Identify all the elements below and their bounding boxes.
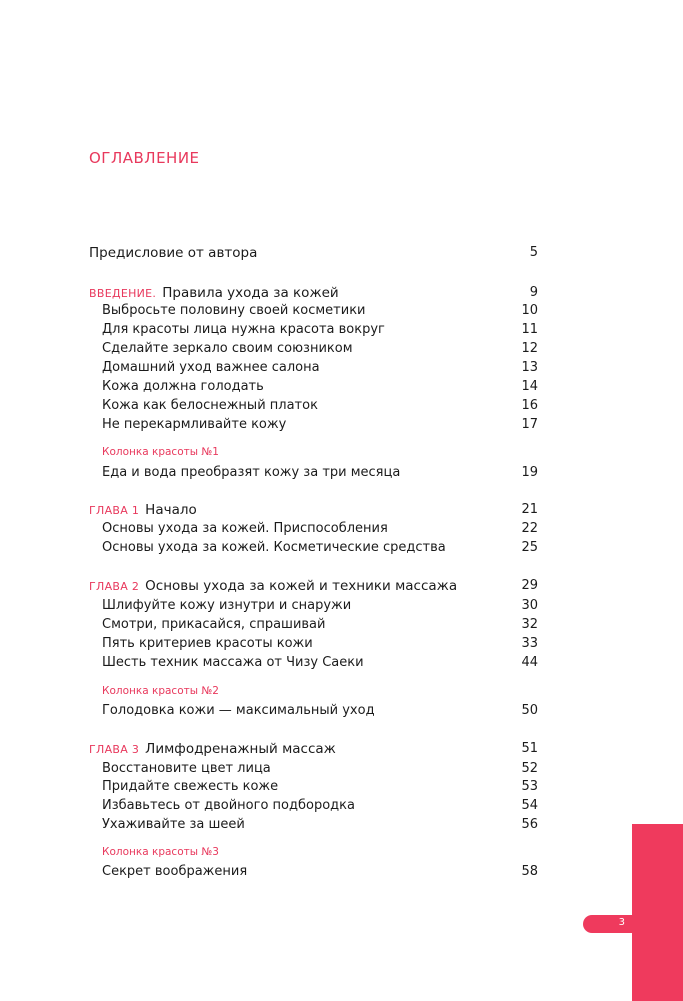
entry-title: Основы ухода за кожей. Приспособления: [102, 521, 388, 536]
toc-entry: [0, 341, 683, 361]
entry-title: Голодовка кожи — максимальный уход: [102, 703, 375, 718]
page-ref: 53: [521, 779, 538, 794]
toc-chapter-entry: [0, 578, 683, 598]
entry-title: Шесть техник массажа от Чизу Саеки: [102, 655, 364, 670]
toc-column-heading: [0, 685, 683, 705]
toc-entry: [0, 636, 683, 656]
entry-title: Восстановите цвет лица: [102, 761, 271, 776]
entry-title: Придайте свежесть коже: [102, 779, 279, 794]
toc-column-heading: [0, 846, 683, 866]
toc-chapter-entry: [0, 245, 683, 265]
toc-entry: [0, 598, 683, 618]
toc-entry: [0, 617, 683, 637]
entry-title: Кожа должна голодать: [102, 379, 264, 394]
entry-title: Смотри, прикасайся, спрашивай: [102, 617, 326, 632]
page-ref: 32: [521, 617, 538, 632]
toc-entry: [0, 655, 683, 675]
toc-chapter-entry: [0, 285, 683, 305]
chapter-title: Основы ухода за кожей и техники массажа: [145, 578, 458, 594]
entry-title: Секрет воображения: [102, 864, 248, 879]
page-ref: 58: [521, 864, 538, 879]
chapter-title: Правила ухода за кожей: [162, 285, 339, 301]
entry-title: Кожа как белоснежный платок: [102, 398, 318, 413]
chapter-title: Предисловие от автора: [89, 245, 258, 261]
toc-entry: [0, 864, 683, 884]
chapter-title: Начало: [145, 502, 197, 518]
toc-entry: [0, 798, 683, 818]
chapter-title: Лимфодренажный массаж: [145, 741, 336, 757]
entry-title: Выбросьте половину своей косметики: [102, 303, 366, 318]
page-ref: 44: [521, 655, 538, 670]
page-ref: 19: [521, 465, 538, 480]
toc-entry: [0, 465, 683, 485]
toc-chapter-text: [89, 502, 197, 518]
page-ref: 9: [529, 285, 538, 300]
toc-chapter-text: [89, 578, 457, 594]
page-ref: 17: [521, 417, 538, 432]
toc-entry: [0, 521, 683, 541]
toc-entry: [0, 360, 683, 380]
entry-title: Избавьтесь от двойного подбородка: [102, 798, 355, 813]
column-heading-text: Колонка красоты №1: [102, 446, 219, 458]
page-ref: 16: [521, 398, 538, 413]
entry-title: Сделайте зеркало своим союзником: [102, 341, 353, 356]
toc-entry: [0, 398, 683, 418]
edge-tab-bar: [632, 824, 683, 1001]
chapter-label: ГЛАВА 3: [89, 743, 140, 756]
page-ref: 13: [521, 360, 538, 375]
entry-title: Ухаживайте за шеей: [102, 817, 245, 832]
entry-title: Основы ухода за кожей. Косметические средства: [102, 540, 446, 555]
page-ref: 14: [521, 379, 538, 394]
toc-entry: [0, 761, 683, 781]
column-heading-text: Колонка красоты №2: [102, 685, 219, 697]
toc-entry: [0, 417, 683, 437]
entry-title: Шлифуйте кожу изнутри и снаружи: [102, 598, 352, 613]
page-ref: 11: [521, 322, 538, 337]
page-ref: 25: [521, 540, 538, 555]
toc-chapter-text: [89, 741, 336, 757]
toc-chapter-entry: [0, 741, 683, 761]
page-number: 3: [618, 917, 625, 928]
entry-title: Домашний уход важнее салона: [102, 360, 320, 375]
chapter-label: ГЛАВА 2: [89, 580, 140, 593]
page-ref: 54: [521, 798, 538, 813]
entry-title: Не перекармливайте кожу: [102, 417, 287, 432]
page-ref: 30: [521, 598, 538, 613]
column-heading-text: Колонка красоты №3: [102, 846, 219, 858]
entry-title: Пять критериев красоты кожи: [102, 636, 313, 651]
page-ref: 51: [521, 741, 538, 756]
toc-entry: [0, 303, 683, 323]
toc-column-heading: [0, 446, 683, 466]
toc-entry: [0, 322, 683, 342]
page-ref: 52: [521, 761, 538, 776]
chapter-label: ГЛАВА 1: [89, 504, 140, 517]
page-ref: 33: [521, 636, 538, 651]
entry-title: Для красоты лица нужна красота вокруг: [102, 322, 385, 337]
toc-entry: [0, 817, 683, 837]
toc-chapter-entry: [0, 502, 683, 522]
toc-chapter-text: [89, 245, 257, 261]
page-ref: 29: [521, 578, 538, 593]
page-ref: 21: [521, 502, 538, 517]
page-ref: 56: [521, 817, 538, 832]
toc-chapter-text: [89, 285, 339, 301]
page-ref: 10: [521, 303, 538, 318]
entry-title: Еда и вода преобразят кожу за три месяца: [102, 465, 401, 480]
page-title: ОГЛАВЛЕНИЕ: [89, 149, 200, 167]
page-ref: 50: [521, 703, 538, 718]
toc-entry: [0, 540, 683, 560]
toc-entry: [0, 703, 683, 723]
page-ref: 22: [521, 521, 538, 536]
chapter-label: ВВЕДЕНИЕ.: [89, 287, 157, 300]
page-ref: 12: [521, 341, 538, 356]
toc-entry: [0, 379, 683, 399]
toc-entry: [0, 779, 683, 799]
page-ref: 5: [529, 245, 538, 260]
page-number-tab: [583, 915, 633, 933]
